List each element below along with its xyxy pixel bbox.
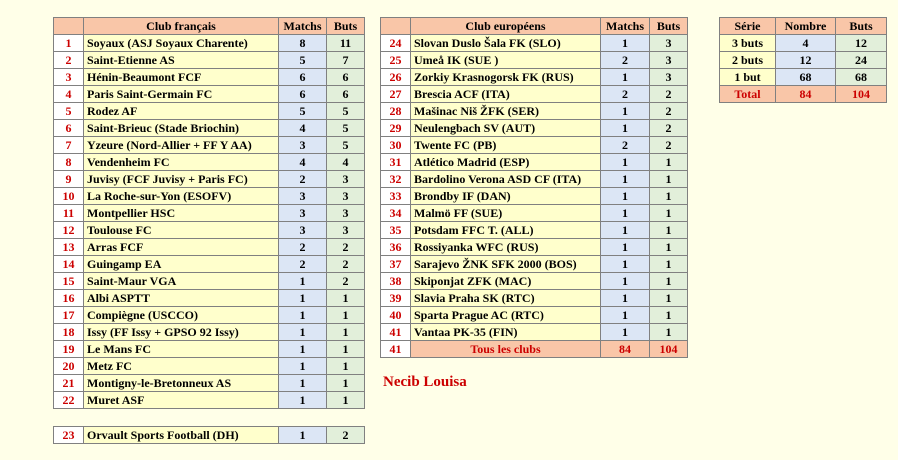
table-row xyxy=(381,86,688,103)
serie-header: Série xyxy=(720,18,776,35)
rank-cell: 1 xyxy=(54,35,84,52)
matchs-cell: 1 xyxy=(279,341,327,358)
buts-cell: 2 xyxy=(327,273,365,290)
table-row xyxy=(54,392,365,409)
table-row xyxy=(54,375,365,392)
series-table xyxy=(719,17,887,103)
author-name: Necib Louisa xyxy=(383,374,467,390)
rank-cell: 5 xyxy=(54,103,84,120)
matchs-cell: 1 xyxy=(601,171,650,188)
buts-cell: 68 xyxy=(836,69,887,86)
buts-cell: 2 xyxy=(650,137,688,154)
buts-cell: 2 xyxy=(327,256,365,273)
rank-cell: 27 xyxy=(381,86,411,103)
matchs-cell: 1 xyxy=(279,375,327,392)
matchs-cell: 2 xyxy=(279,256,327,273)
buts-cell: 1 xyxy=(327,290,365,307)
club-cell: Malmö FF (SUE) xyxy=(411,205,601,222)
club-cell: Potsdam FFC T. (ALL) xyxy=(411,222,601,239)
nombre-cell: 68 xyxy=(776,69,836,86)
table-row xyxy=(54,324,365,341)
total-nombre: 84 xyxy=(776,86,836,103)
buts-cell: 1 xyxy=(650,256,688,273)
buts-cell: 2 xyxy=(327,239,365,256)
table-row xyxy=(381,171,688,188)
rank-cell: 25 xyxy=(381,52,411,69)
table-row xyxy=(54,52,365,69)
club-cell: La Roche-sur-Yon (ESOFV) xyxy=(84,188,279,205)
club-cell: Guingamp EA xyxy=(84,256,279,273)
rank-cell: 11 xyxy=(54,205,84,222)
table-row xyxy=(54,222,365,239)
rank-cell: 18 xyxy=(54,324,84,341)
table-row xyxy=(54,35,365,52)
rank-cell: 29 xyxy=(381,120,411,137)
matchs-cell: 2 xyxy=(601,52,650,69)
buts-cell: 1 xyxy=(650,273,688,290)
buts-cell: 4 xyxy=(327,154,365,171)
rank-cell: 13 xyxy=(54,239,84,256)
matchs-cell: 6 xyxy=(279,69,327,86)
matchs-cell: 3 xyxy=(279,222,327,239)
club-cell: Orvault Sports Football (DH) xyxy=(84,427,279,444)
french-clubs-table xyxy=(53,17,365,409)
buts-cell: 1 xyxy=(327,392,365,409)
club-cell: Saint-Brieuc (Stade Briochin) xyxy=(84,120,279,137)
extra-club-table xyxy=(53,426,365,444)
club-cell: Skiponjat ZFK (MAC) xyxy=(411,273,601,290)
club-header: Club européens xyxy=(411,18,601,35)
club-cell: Issy (FF Issy + GPSO 92 Issy) xyxy=(84,324,279,341)
nombre-cell: 4 xyxy=(776,35,836,52)
rank-cell: 12 xyxy=(54,222,84,239)
table-row xyxy=(54,137,365,154)
total-row xyxy=(381,341,688,358)
club-cell: Brescia ACF (ITA) xyxy=(411,86,601,103)
buts-cell: 3 xyxy=(327,205,365,222)
matchs-cell: 1 xyxy=(601,35,650,52)
club-cell: Bardolino Verona ASD CF (ITA) xyxy=(411,171,601,188)
matchs-cell: 1 xyxy=(601,307,650,324)
rank-cell: 33 xyxy=(381,188,411,205)
table-row xyxy=(54,120,365,137)
table-row xyxy=(381,188,688,205)
club-cell: Atlético Madrid (ESP) xyxy=(411,154,601,171)
club-cell: Soyaux (ASJ Soyaux Charente) xyxy=(84,35,279,52)
rank-cell: 14 xyxy=(54,256,84,273)
club-cell: Montigny-le-Bretonneux AS xyxy=(84,375,279,392)
table-row xyxy=(54,239,365,256)
club-cell: Rossiyanka WFC (RUS) xyxy=(411,239,601,256)
club-cell: Slavia Praha SK (RTC) xyxy=(411,290,601,307)
rank-cell: 24 xyxy=(381,35,411,52)
rank-cell: 30 xyxy=(381,137,411,154)
rank-cell: 22 xyxy=(54,392,84,409)
table-row xyxy=(720,35,887,52)
nombre-header: Nombre xyxy=(776,18,836,35)
rank-cell: 23 xyxy=(54,427,84,444)
table-row xyxy=(54,290,365,307)
buts-cell: 5 xyxy=(327,120,365,137)
club-cell: Montpellier HSC xyxy=(84,205,279,222)
buts-cell: 3 xyxy=(327,222,365,239)
buts-cell: 3 xyxy=(650,35,688,52)
table-row xyxy=(54,69,365,86)
rank-cell: 4 xyxy=(54,86,84,103)
rank-header xyxy=(54,18,84,35)
club-cell: Saint-Maur VGA xyxy=(84,273,279,290)
european-clubs-table xyxy=(380,17,688,358)
table-row xyxy=(381,222,688,239)
matchs-cell: 1 xyxy=(601,324,650,341)
rank-cell: 17 xyxy=(54,307,84,324)
table-row xyxy=(54,103,365,120)
club-header: Club français xyxy=(84,18,279,35)
table-row xyxy=(381,273,688,290)
rank-cell: 20 xyxy=(54,358,84,375)
rank-cell: 3 xyxy=(54,69,84,86)
buts-cell: 2 xyxy=(650,103,688,120)
matchs-cell: 1 xyxy=(279,358,327,375)
buts-cell: 1 xyxy=(327,375,365,392)
table-row xyxy=(54,205,365,222)
table-row xyxy=(54,341,365,358)
buts-cell: 1 xyxy=(327,341,365,358)
matchs-cell: 4 xyxy=(279,154,327,171)
serie-cell: 1 but xyxy=(720,69,776,86)
total-label: Total xyxy=(720,86,776,103)
buts-cell: 1 xyxy=(650,239,688,256)
club-cell: Vendenheim FC xyxy=(84,154,279,171)
club-cell: Juvisy (FCF Juvisy + Paris FC) xyxy=(84,171,279,188)
club-cell: Brondby IF (DAN) xyxy=(411,188,601,205)
buts-cell: 3 xyxy=(327,188,365,205)
table-row xyxy=(54,273,365,290)
rank-cell: 39 xyxy=(381,290,411,307)
total-row xyxy=(720,86,887,103)
buts-header: Buts xyxy=(327,18,365,35)
matchs-cell: 5 xyxy=(279,52,327,69)
buts-cell: 1 xyxy=(650,205,688,222)
rank-cell: 16 xyxy=(54,290,84,307)
buts-cell: 5 xyxy=(327,103,365,120)
club-cell: Zorkiy Krasnogorsk FK (RUS) xyxy=(411,69,601,86)
matchs-cell: 8 xyxy=(279,35,327,52)
table-row xyxy=(54,358,365,375)
rank-cell: 21 xyxy=(54,375,84,392)
matchs-cell: 1 xyxy=(279,273,327,290)
rank-cell: 26 xyxy=(381,69,411,86)
club-cell: Metz FC xyxy=(84,358,279,375)
total-matchs: 84 xyxy=(601,341,650,358)
rank-cell: 40 xyxy=(381,307,411,324)
club-cell: Hénin-Beaumont FCF xyxy=(84,69,279,86)
club-cell: Saint-Etienne AS xyxy=(84,52,279,69)
matchs-cell: 1 xyxy=(279,324,327,341)
table-row xyxy=(54,427,365,444)
table-row xyxy=(720,69,887,86)
matchs-header: Matchs xyxy=(279,18,327,35)
buts-cell: 3 xyxy=(650,52,688,69)
table-row xyxy=(381,103,688,120)
buts-cell: 24 xyxy=(836,52,887,69)
rank-cell: 31 xyxy=(381,154,411,171)
rank-header xyxy=(381,18,411,35)
buts-cell: 3 xyxy=(650,69,688,86)
club-cell: Twente FC (PB) xyxy=(411,137,601,154)
rank-cell: 15 xyxy=(54,273,84,290)
buts-cell: 1 xyxy=(650,171,688,188)
buts-cell: 1 xyxy=(650,307,688,324)
rank-cell: 28 xyxy=(381,103,411,120)
series-table-header xyxy=(720,18,887,35)
buts-cell: 1 xyxy=(327,324,365,341)
rank-cell: 41 xyxy=(381,324,411,341)
club-cell: Umeå IK (SUE ) xyxy=(411,52,601,69)
buts-cell: 3 xyxy=(327,171,365,188)
buts-cell: 1 xyxy=(650,324,688,341)
club-cell: Arras FCF xyxy=(84,239,279,256)
matchs-cell: 2 xyxy=(601,86,650,103)
table-row xyxy=(381,307,688,324)
matchs-cell: 2 xyxy=(601,137,650,154)
matchs-cell: 1 xyxy=(279,307,327,324)
rank-cell: 10 xyxy=(54,188,84,205)
matchs-cell: 1 xyxy=(601,69,650,86)
buts-cell: 2 xyxy=(327,427,365,444)
club-cell: Yzeure (Nord-Allier + FF Y AA) xyxy=(84,137,279,154)
club-cell: Toulouse FC xyxy=(84,222,279,239)
buts-cell: 12 xyxy=(836,35,887,52)
table-row xyxy=(54,256,365,273)
club-cell: Sparta Prague AC (RTC) xyxy=(411,307,601,324)
matchs-cell: 1 xyxy=(601,205,650,222)
matchs-cell: 1 xyxy=(601,273,650,290)
table-row xyxy=(720,52,887,69)
table-row xyxy=(381,290,688,307)
table-row xyxy=(54,154,365,171)
buts-cell: 1 xyxy=(650,222,688,239)
matchs-cell: 1 xyxy=(601,290,650,307)
matchs-cell: 3 xyxy=(279,137,327,154)
rank-cell: 41 xyxy=(381,341,411,358)
matchs-cell: 1 xyxy=(601,188,650,205)
table-row xyxy=(54,307,365,324)
rank-cell: 8 xyxy=(54,154,84,171)
nombre-cell: 12 xyxy=(776,52,836,69)
matchs-cell: 2 xyxy=(279,171,327,188)
buts-cell: 2 xyxy=(650,86,688,103)
buts-cell: 7 xyxy=(327,52,365,69)
matchs-cell: 3 xyxy=(279,205,327,222)
matchs-cell: 1 xyxy=(601,222,650,239)
club-cell: Neulengbach SV (AUT) xyxy=(411,120,601,137)
buts-cell: 1 xyxy=(327,358,365,375)
matchs-cell: 5 xyxy=(279,103,327,120)
table-row xyxy=(54,171,365,188)
club-cell: Mašinac Niš ŽFK (SER) xyxy=(411,103,601,120)
club-cell: Slovan Duslo Šala FK (SLO) xyxy=(411,35,601,52)
matchs-cell: 1 xyxy=(601,154,650,171)
club-cell: Vantaa PK-35 (FIN) xyxy=(411,324,601,341)
buts-cell: 1 xyxy=(650,154,688,171)
buts-cell: 2 xyxy=(650,120,688,137)
total-label: Tous les clubs xyxy=(411,341,601,358)
rank-cell: 9 xyxy=(54,171,84,188)
matchs-cell: 2 xyxy=(279,239,327,256)
rank-cell: 37 xyxy=(381,256,411,273)
serie-cell: 3 buts xyxy=(720,35,776,52)
buts-cell: 5 xyxy=(327,137,365,154)
rank-cell: 2 xyxy=(54,52,84,69)
buts-cell: 1 xyxy=(327,307,365,324)
matchs-cell: 1 xyxy=(279,427,327,444)
matchs-cell: 1 xyxy=(279,392,327,409)
table-row xyxy=(381,69,688,86)
buts-header: Buts xyxy=(836,18,887,35)
buts-cell: 1 xyxy=(650,188,688,205)
table-row xyxy=(381,324,688,341)
table-row xyxy=(381,256,688,273)
table-row xyxy=(381,239,688,256)
buts-cell: 6 xyxy=(327,86,365,103)
matchs-cell: 1 xyxy=(601,120,650,137)
club-cell: Rodez AF xyxy=(84,103,279,120)
rank-cell: 35 xyxy=(381,222,411,239)
european-table-header xyxy=(381,18,688,35)
club-cell: Paris Saint-Germain FC xyxy=(84,86,279,103)
rank-cell: 38 xyxy=(381,273,411,290)
matchs-cell: 1 xyxy=(601,103,650,120)
rank-cell: 36 xyxy=(381,239,411,256)
table-row xyxy=(54,86,365,103)
table-row xyxy=(381,205,688,222)
matchs-cell: 1 xyxy=(601,239,650,256)
matchs-cell: 3 xyxy=(279,188,327,205)
table-row xyxy=(54,188,365,205)
club-cell: Compiègne (USCCO) xyxy=(84,307,279,324)
club-cell: Le Mans FC xyxy=(84,341,279,358)
rank-cell: 7 xyxy=(54,137,84,154)
serie-cell: 2 buts xyxy=(720,52,776,69)
rank-cell: 34 xyxy=(381,205,411,222)
total-buts: 104 xyxy=(836,86,887,103)
matchs-cell: 1 xyxy=(279,290,327,307)
club-cell: Albi ASPTT xyxy=(84,290,279,307)
matchs-cell: 1 xyxy=(601,256,650,273)
total-buts: 104 xyxy=(650,341,688,358)
matchs-header: Matchs xyxy=(601,18,650,35)
club-cell: Muret ASF xyxy=(84,392,279,409)
table-row xyxy=(381,120,688,137)
club-cell: Sarajevo ŽNK SFK 2000 (BOS) xyxy=(411,256,601,273)
buts-cell: 1 xyxy=(650,290,688,307)
rank-cell: 19 xyxy=(54,341,84,358)
table-row xyxy=(381,35,688,52)
buts-cell: 11 xyxy=(327,35,365,52)
french-table-header xyxy=(54,18,365,35)
buts-cell: 6 xyxy=(327,69,365,86)
table-row xyxy=(381,137,688,154)
matchs-cell: 4 xyxy=(279,120,327,137)
rank-cell: 6 xyxy=(54,120,84,137)
buts-header: Buts xyxy=(650,18,688,35)
table-row xyxy=(381,52,688,69)
table-row xyxy=(381,154,688,171)
rank-cell: 32 xyxy=(381,171,411,188)
matchs-cell: 6 xyxy=(279,86,327,103)
